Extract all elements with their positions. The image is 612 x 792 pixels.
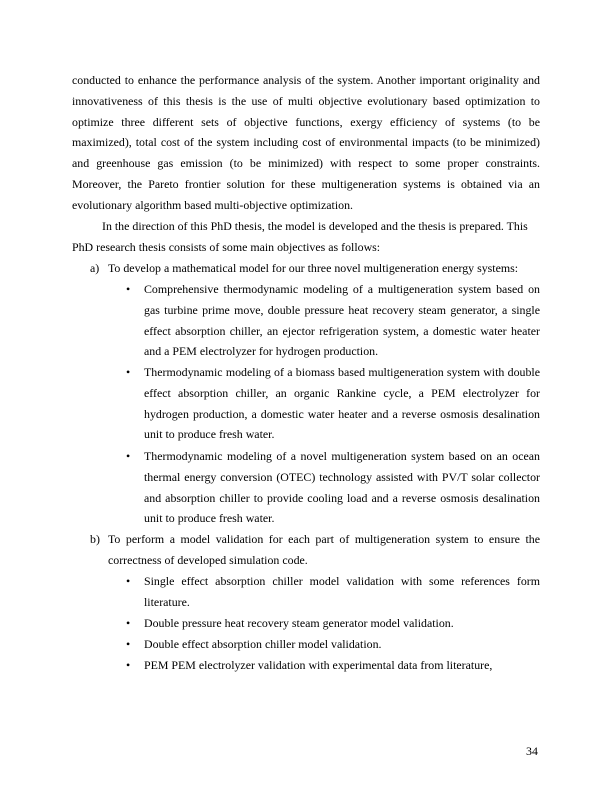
bullet-item <box>126 613 540 634</box>
text-line: conducted to enhance the performance analysis of the system. Another important originality and <box>72 73 540 87</box>
paragraph-objectives-intro <box>72 216 540 258</box>
list-label: a) <box>90 261 100 275</box>
text-line: optimize three different sets of objective functions, exergy efficiency of systems (to be <box>72 114 540 129</box>
text-line: Moreover, the Pareto frontier solution for these multigeneration systems is obtained via an <box>72 176 540 191</box>
text-line: and greenhouse gas emission (to be minimized) with respect to some proper constraints. <box>72 156 540 171</box>
bullet-list-a <box>126 362 540 445</box>
bullet-item <box>126 571 540 613</box>
list-label: b) <box>90 532 100 546</box>
text-line: correctness of developed simulation code. <box>108 552 308 567</box>
bullet-list-a <box>126 446 540 529</box>
bullet-text: • PEM PEM electrolyzer validation with experimental data from literature, <box>144 658 493 672</box>
bullet-text: • Double pressure heat recovery steam generator model validation. <box>144 616 454 630</box>
bullet-list-b <box>126 634 540 655</box>
bullet-text: • Thermodynamic modeling of a novel multigeneration system based on an ocean thermal energy conversion (OTEC) technology assisted with PV/T solar collector and absorption chiller to provide cooling load and a reverse osmosis desalination unit to produce fresh water. <box>144 449 540 526</box>
bullet-item <box>126 446 540 529</box>
list-item-text: To perform a model validation for each part of multigeneration system to ensure the <box>108 532 540 546</box>
text-line: evolutionary algorithm based multi-objective optimization. <box>72 197 354 212</box>
bullet-text: • Double effect absorption chiller model validation. <box>144 637 382 651</box>
page-number: 34 <box>526 744 538 758</box>
bullet-text: • Comprehensive thermodynamic modeling of a multigeneration system based on gas turbine prime move, double pressure heat recovery steam generator, a single effect absorption chiller, an ejector refrigeration system, a domestic water heater and a PEM electrolyzer for hydrogen production. <box>144 282 540 359</box>
bullet-item <box>126 655 540 676</box>
paragraph-continuation <box>72 70 540 216</box>
bullet-list-b <box>126 655 540 676</box>
bullet-text: • Single effect absorption chiller model validation with some references form literature. <box>144 574 540 609</box>
text-line: PhD research thesis consists of some main objectives as follows: <box>72 239 381 254</box>
list-item-text: To develop a mathematical model for our three novel multigeneration energy systems: <box>108 261 519 275</box>
bullet-item <box>126 634 540 655</box>
bullet-text: • Thermodynamic modeling of a biomass based multigeneration system with double effect absorption chiller, an organic Rankine cycle, a PEM electrolyzer for hydrogen production, a domestic water heater and a reverse osmosis desalination unit to produce fresh water. <box>144 365 540 442</box>
text-line: innovativeness of this thesis is the use of multi objective evolutionary based optimization to <box>72 93 540 108</box>
list-item-a <box>90 258 540 279</box>
bullet-list-a <box>126 279 540 362</box>
list-item-b <box>90 529 540 571</box>
text-line: maximized), total cost of the system including cost of environmental impacts (to be minimized) <box>72 135 540 150</box>
bullet-item <box>126 279 540 362</box>
bullet-list-b <box>126 613 540 634</box>
text-line <box>90 529 540 550</box>
bullet-item <box>126 362 540 445</box>
text-line: In the direction of this PhD thesis, the model is developed and the thesis is prepared. This <box>102 219 528 233</box>
bullet-list-b <box>126 571 540 613</box>
